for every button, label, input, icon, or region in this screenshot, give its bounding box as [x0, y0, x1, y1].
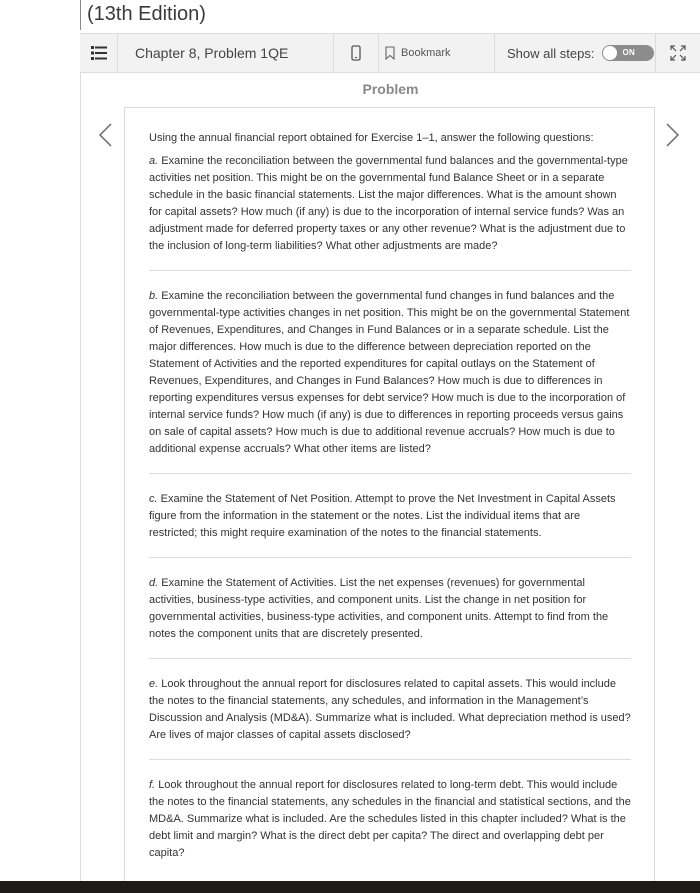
divider: [149, 658, 631, 659]
fullscreen-button[interactable]: [656, 34, 700, 72]
problem-part-a: [149, 153, 631, 255]
chapter-selector[interactable]: [118, 34, 334, 72]
page-title: (13th Edition): [80, 0, 700, 30]
problem-part-f: [149, 777, 631, 862]
part-letter: e.: [149, 678, 159, 690]
part-text: Examine the Statement of Activities. List the net expenses (revenues) for governmental activities, business-type activities, and component units. List the change in net position for governmental activities, business-type activities, and component units. Attempt to find from the notes the component units that are discretely presented.: [149, 577, 609, 640]
toggle-knob: [603, 46, 617, 60]
part-text: Examine the reconciliation between the governmental fund changes in fund balances and the governmental-type activities changes in net position. This might be on the governmental Statement of Revenues, Expenditures, and Changes in Fund Balances or in a separate schedule. List the major differences. How much is due to the difference between depreciation reported on the Statement of Activities and the reported expenditures for capital outlays on the Statement of Revenues, Expenditures, and Changes in Fund Balances? How much is due to differences in reporting expenditures versus expenses for debt service? How much is due to the incorporation of internal service funds? How much (if any) is due to differences in reporting proceeds versus gains on sale of capital assets? How much is due to additional revenue accruals? How much is due to additional expense accruals? What other items are listed?: [149, 290, 630, 455]
problem-part-d: [149, 575, 631, 643]
bottom-dark-strip: [0, 881, 700, 893]
bookmark-label: Bookmark: [401, 47, 451, 59]
problem-card: [124, 107, 655, 893]
divider: [149, 759, 631, 760]
part-text: Examine the Statement of Net Position. Attempt to prove the Net Investment in Capital Assets figure from the information in the statement or the notes. List the individual items that are restricted; this might require examination of the notes to the financial statements.: [149, 493, 616, 539]
toggle-state: ON: [622, 48, 636, 57]
divider: [149, 270, 631, 271]
chapter-label: Chapter 8, Problem 1QE: [135, 45, 289, 61]
bookmark-icon: [385, 46, 395, 60]
part-letter: a.: [149, 155, 159, 167]
menu-button[interactable]: [80, 34, 118, 72]
problem-part-c: [149, 491, 631, 542]
problem-part-e: [149, 676, 631, 744]
show-steps-label: Show all steps:: [507, 45, 595, 61]
problem-content: [149, 130, 631, 862]
part-text: Look throughout the annual report for disclosures related to capital assets. This would include the notes to the financial statements, any schedules, and information in the Management’s Discussion and Analysis (MD&A). Summarize what is included. What depreciation method is used? Are lives of major classes of capital assets disclosed?: [149, 678, 631, 741]
toolbar: [80, 33, 700, 73]
part-letter: f.: [149, 779, 156, 791]
part-text: Examine the reconciliation between the governmental fund balances and the governmental-type activities net position. This might be on the governmental fund Balance Sheet or in a separate schedule in the basic financial statements. List the major differences. What is the amount shown for capital assets? How much (if any) is due to the incorporation of internal service funds? Was an adjustment made for deferred property taxes or any other revenue? What is the adjustment due to the inclusion of long-term liabilities? What other adjustments are made?: [149, 155, 628, 252]
mobile-device-icon: [351, 45, 361, 61]
part-text: Look throughout the annual report for disclosures related to long-term debt. This would include the notes to the financial statements, any schedules in the financial and statistical sections, and the MD&A. Summarize what is included. Are the schedules listed in this chapter included? What is the debt limit and margin? What is the direct debt per capita? The direct and overlapping debt per capita?: [149, 779, 631, 859]
part-letter: d.: [149, 577, 159, 589]
problem-part-b: [149, 288, 631, 458]
expand-arrows-icon: [669, 44, 687, 62]
part-letter: b.: [149, 290, 159, 302]
part-letter: c.: [149, 493, 158, 505]
section-heading: Problem: [362, 81, 419, 97]
mobile-view-button[interactable]: [334, 34, 379, 72]
show-steps-control: [495, 34, 656, 72]
chevron-right-icon[interactable]: [664, 122, 682, 148]
divider: [149, 557, 631, 558]
show-steps-toggle[interactable]: [602, 45, 654, 61]
chevron-left-icon[interactable]: [96, 122, 114, 148]
divider: [149, 473, 631, 474]
list-menu-icon: [91, 46, 107, 60]
problem-intro: Using the annual financial report obtained for Exercise 1–1, answer the following questions:: [149, 132, 594, 144]
bookmark-button[interactable]: [379, 34, 495, 72]
